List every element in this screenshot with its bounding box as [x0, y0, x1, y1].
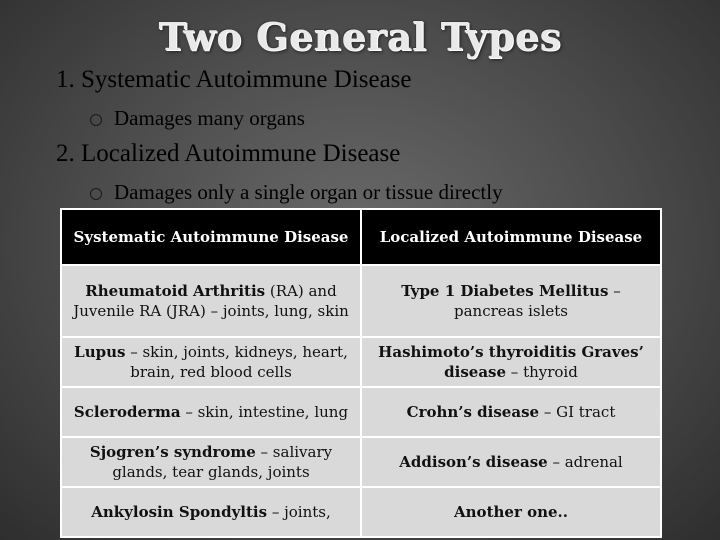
disease-name: Sjogren’s syndrome: [89, 443, 256, 461]
header-systematic: Systematic Autoimmune Disease: [61, 209, 361, 265]
cell-localized: [361, 265, 661, 337]
cell-localized: [361, 437, 661, 487]
header-localized: Localized Autoimmune Disease: [361, 209, 661, 265]
subpoint-text: Damages many organs: [114, 106, 305, 130]
bullet-icon: [90, 114, 102, 126]
disease-name: Rheumatoid Arthritis: [85, 282, 266, 300]
subpoint-text: Damages only a single organ or tissue directly: [114, 180, 503, 204]
disease-detail: – skin, intestine, lung: [180, 403, 349, 421]
disease-detail: – skin, joints, kidneys, heart, brain, red blood cells: [125, 343, 348, 381]
table-row: [61, 387, 661, 437]
disease-name: Another one..: [454, 503, 568, 521]
disease-name: Scleroderma: [73, 403, 181, 421]
cell-localized: [361, 387, 661, 437]
cell-localized: [361, 337, 661, 387]
disease-name: Lupus: [74, 343, 126, 361]
cell-systematic: [61, 437, 361, 487]
disease-detail: – adrenal: [547, 453, 623, 471]
disease-detail: – salivary glands, tear glands, joints: [112, 443, 333, 481]
bullet-icon: [90, 188, 102, 200]
cell-systematic: [61, 387, 361, 437]
disease-detail: (RA) and Juvenile RA (JRA) – joints, lung, skin: [73, 282, 349, 320]
slide-title: Two General Types: [158, 14, 562, 59]
table-row: [61, 437, 661, 487]
subpoint-systematic: [90, 106, 305, 131]
disease-name: Crohn’s disease: [406, 403, 540, 421]
table-row: [61, 265, 661, 337]
cell-systematic: [61, 487, 361, 537]
disease-detail: – pancreas islets: [454, 282, 621, 320]
disease-name: Type 1 Diabetes Mellitus: [401, 282, 609, 300]
table-row: [61, 487, 661, 537]
disease-detail: – GI tract: [539, 403, 616, 421]
cell-systematic: [61, 337, 361, 387]
subpoint-localized: [90, 180, 503, 205]
cell-localized: [361, 487, 661, 537]
disease-name: Ankylosin Spondyltis: [91, 503, 268, 521]
disease-detail: – thyroid: [506, 363, 578, 381]
heading-systematic: 1. Systematic Autoimmune Disease: [56, 66, 412, 93]
cell-systematic: [61, 265, 361, 337]
disease-name: Hashimoto’s thyroiditis Graves’ disease: [378, 343, 644, 381]
disease-detail: – joints,: [267, 503, 331, 521]
comparison-table: [60, 208, 662, 538]
disease-name: Addison’s disease: [399, 453, 548, 471]
table-header-row: [61, 209, 661, 265]
table-row: [61, 337, 661, 387]
heading-localized: 2. Localized Autoimmune Disease: [56, 140, 401, 167]
